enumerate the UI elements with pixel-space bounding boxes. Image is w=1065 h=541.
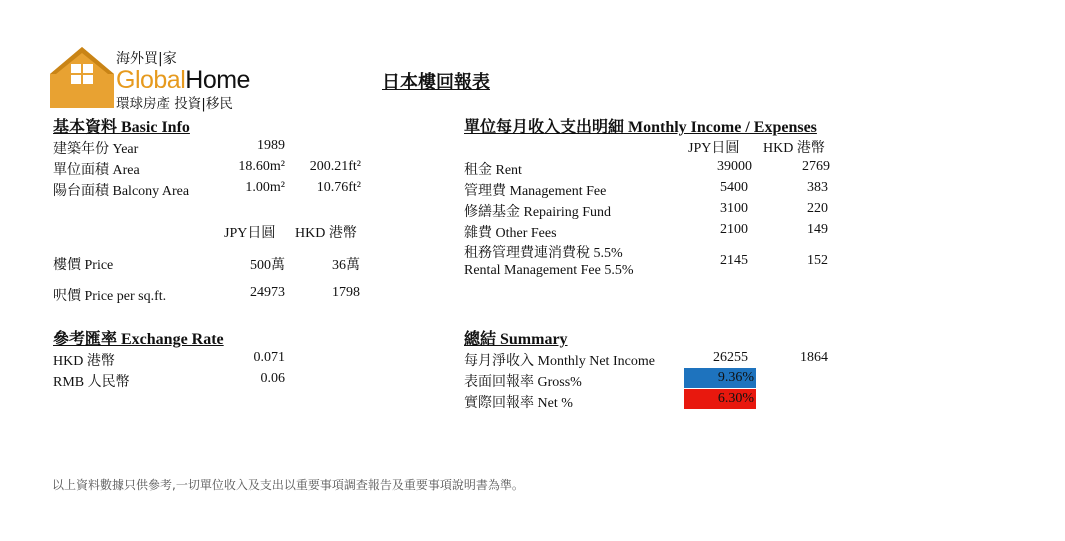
gross-yield-label: 表面回報率 Gross% [464, 375, 582, 390]
globalhome-logo [50, 44, 260, 110]
other-fees-label: 雜費 Other Fees [464, 226, 557, 241]
rental-management-label-en: Rental Management Fee 5.5% [464, 263, 634, 278]
monthly-col-jpy: JPY日圓 [688, 141, 740, 156]
area-ft2: 200.21ft² [309, 159, 361, 174]
logo-chinese-top: 海外買|家 [116, 51, 177, 67]
price-hkd: 36萬 [332, 258, 360, 273]
management-fee-label: 管理費 Management Fee [464, 184, 607, 199]
rent-label: 租金 Rent [464, 163, 522, 178]
rental-management-jpy: 2145 [720, 253, 748, 268]
other-fees-hkd: 149 [807, 222, 828, 237]
exchange-hkd-value: 0.071 [253, 350, 285, 365]
rental-management-hkd: 152 [807, 253, 828, 268]
exchange-hkd-label: HKD 港幣 [53, 354, 115, 369]
area-m2: 18.60m² [238, 159, 285, 174]
repairing-fund-jpy: 3100 [720, 201, 748, 216]
basic-col-jpy: JPY日圓 [224, 226, 276, 241]
net-income-jpy: 26255 [713, 350, 748, 365]
price-per-sqft-label: 呎價 Price per sq.ft. [53, 289, 167, 304]
page-title: 日本樓回報表 [382, 72, 490, 92]
balcony-m2: 1.00m² [245, 180, 285, 195]
logo-brand-global: Global [116, 66, 186, 94]
year-label: 建築年份 Year [53, 142, 139, 157]
rent-hkd: 2769 [802, 159, 830, 174]
price-jpy: 500萬 [250, 258, 285, 273]
management-fee-jpy: 5400 [720, 180, 748, 195]
net-yield-value: 6.30% [684, 389, 756, 409]
net-income-hkd: 1864 [800, 350, 828, 365]
area-label: 單位面積 Area [53, 163, 140, 178]
monthly-header: 單位每月收入支出明細 Monthly Income / Expenses [464, 119, 817, 136]
repairing-fund-label: 修繕基金 Repairing Fund [464, 205, 611, 220]
exchange-rate-header: 參考匯率 Exchange Rate [53, 331, 224, 348]
house-logo-icon [50, 44, 114, 108]
exchange-rmb-value: 0.06 [260, 371, 285, 386]
disclaimer-footnote: 以上資料數據只供參考,一切單位收入及支出以重要事項調查報告及重要事項說明書為準。 [52, 478, 524, 492]
exchange-rmb-label: RMB 人民幣 [53, 375, 130, 390]
other-fees-jpy: 2100 [720, 222, 748, 237]
net-income-label: 每月淨收入 Monthly Net Income [464, 354, 655, 369]
logo-chinese-bottom: 環球房產 投資|移民 [116, 96, 233, 112]
logo-brand-home: Home [185, 66, 250, 94]
price-label: 樓價 Price [53, 258, 114, 273]
monthly-col-hkd: HKD 港幣 [763, 141, 825, 156]
price-per-sqft-hkd: 1798 [332, 285, 360, 300]
gross-yield-value: 9.36% [684, 368, 756, 388]
balcony-ft2: 10.76ft² [316, 180, 361, 195]
rent-jpy: 39000 [717, 159, 752, 174]
net-yield-label: 實際回報率 Net % [464, 396, 573, 411]
rental-management-label-cn: 租務管理費連消費稅 5.5% [464, 246, 623, 261]
basic-info-header: 基本資料 Basic Info [53, 119, 190, 136]
balcony-label: 陽台面積 Balcony Area [53, 184, 190, 199]
year-value: 1989 [257, 138, 285, 153]
price-per-sqft-jpy: 24973 [250, 285, 285, 300]
management-fee-hkd: 383 [807, 180, 828, 195]
repairing-fund-hkd: 220 [807, 201, 828, 216]
logo-brand-name [116, 66, 250, 94]
basic-col-hkd: HKD 港幣 [295, 226, 357, 241]
summary-header: 總結 Summary [464, 331, 568, 348]
